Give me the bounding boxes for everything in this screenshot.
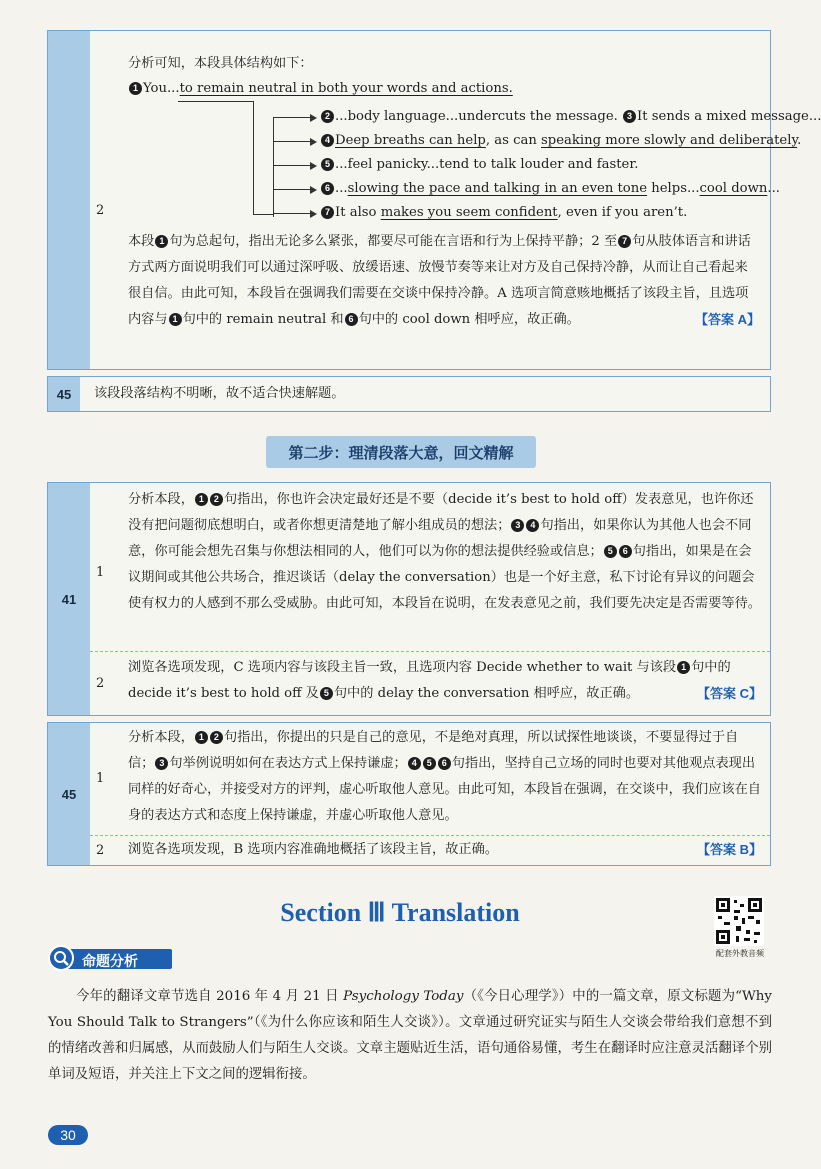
sentence-marker: 7 [618, 235, 631, 248]
arrow-right-icon [310, 210, 317, 218]
branch-text: ... [767, 181, 780, 196]
branch-connector [273, 165, 313, 166]
sub-number: 2 [96, 203, 105, 218]
sentence-marker: 3 [623, 110, 636, 123]
sentence-marker: 4 [321, 134, 334, 147]
sentence-marker: 6 [438, 757, 451, 770]
row-text-span: 浏览各选项发现，B 选项内容准确地概括了该段主旨，故正确。 [128, 842, 498, 857]
sentence-marker: 3 [155, 757, 168, 770]
sentence-marker: 3 [511, 519, 524, 532]
main-prefix: You... [143, 81, 180, 96]
underlined-phrase: speaking more slowly and deliberately [541, 133, 798, 148]
branch-text: It sends a mixed message... [637, 109, 821, 124]
journal-title: Psychology Today [343, 989, 464, 1004]
row-45-box [47, 376, 771, 412]
sentence-marker: 4 [408, 757, 421, 770]
sentence-marker: 1 [155, 235, 168, 248]
analysis-text: 本段 1 句为总起句，指出无论多么紧张，都要尽可能在言语和行为上保持平静；2 至 7 句从肢体语言和讲话方式两方面说明我们可以通过深呼吸、放缓语速、放慢节奏等来让对方及自己保持冷静，从而让自己看起来很自信。由此可知，本段旨在强调我们需要在交谈中保持冷静。A 选项言简意赅地概括了该段主旨，且选项内容与 1 句中的 remain neutral 和 6 句中的 cool down 相呼应，故正确。 【答案 A】 [128, 229, 760, 333]
underlined-phrase: slowing the pace and talking in an even tone [347, 181, 648, 196]
sentence-marker: 7 [321, 206, 334, 219]
answer-label: 【答案 B】 [696, 842, 762, 857]
structure-branch [320, 205, 687, 220]
structure-branch [320, 157, 638, 172]
arrow-right-icon [310, 138, 317, 146]
sentence-marker: 4 [526, 519, 539, 532]
page-number: 30 [48, 1125, 88, 1145]
answer-label: 【答案 A】 [694, 312, 760, 327]
tag-label: 命题分析 [82, 953, 138, 969]
branch-text: , even if you aren’t. [557, 205, 688, 220]
connector-vertical [253, 101, 254, 215]
underlined-phrase: cool down [699, 181, 768, 196]
question-number: 45 [48, 377, 80, 411]
branch-text: , as can [485, 133, 542, 148]
analysis-paragraph [48, 984, 772, 1088]
sentence-marker: 1 [169, 313, 182, 326]
sentence-marker: 6 [345, 313, 358, 326]
sub-number: 2 [96, 843, 105, 858]
sub-number: 1 [96, 565, 105, 580]
branch-connector [273, 213, 313, 214]
sentence-marker: 5 [320, 687, 333, 700]
row-45-text: 该段段落结构不明晰，故不适合快速解题。 [94, 386, 345, 401]
sentence-marker: 1 [129, 82, 142, 95]
arrow-right-icon [310, 186, 317, 194]
magnifier-icon [48, 945, 74, 971]
sentence-marker: 1 [677, 661, 690, 674]
sentence-marker: 6 [321, 182, 334, 195]
question-number: 45 [48, 723, 90, 865]
sentence-marker: 2 [321, 110, 334, 123]
branch-connector [273, 117, 313, 118]
section-title: Section Ⅲ Translation [280, 898, 520, 927]
question-number-column [48, 31, 90, 369]
branch-text: ...feel panicky...tend to talk louder and faster. [335, 157, 639, 172]
underlined-phrase: makes you seem confident [380, 205, 558, 220]
row-divider [90, 651, 770, 652]
sentence-marker: 6 [619, 545, 632, 558]
connector-branch-vertical [273, 117, 274, 217]
sentence-marker: 1 [195, 493, 208, 506]
sub-number: 1 [96, 771, 105, 786]
row-divider [90, 835, 770, 836]
row-text: 分析本段， 1 2 句指出，你也许会决定最好还是不要（decide it’s best to hold off）发表意见，也许你还没有把问题彻底想明白，或者你想更清楚地了解小组成员的想法； 3 4 句指出，如果你认为其他人也会不同意，你可能会想先召集与你想法相同的人，他们可以为你的想法提供经验或信息； 5 6 句指出，如果是在会议期间或其他公共场合，推迟谈话（delay the conversation）也是一个好主意，私下讨论有异议的问题会使有权力的人感到不那么受威胁。由此可知，本段旨在说明，在发表意见之前，我们要先决定是否需要等待。 [128, 492, 761, 611]
analysis-box-45 [47, 722, 771, 866]
connector-top [178, 101, 254, 102]
sentence-marker: 2 [210, 731, 223, 744]
structure-branch [320, 109, 821, 124]
structure-main-sentence [128, 81, 513, 96]
structure-branch [320, 133, 801, 148]
analysis-box-41 [47, 482, 771, 716]
question-number: 41 [48, 483, 90, 715]
paragraph-part: 今年的翻译文章节选自 2016 年 4 月 21 日 [76, 989, 339, 1004]
connector-left [253, 214, 273, 215]
analysis-box-top [47, 30, 821, 370]
row-text: 分析本段， 1 2 句指出，你提出的只是自己的意见，不是绝对真理，所以试探性地谈谈，不要显得过于自信； 3 句举例说明如何在表达方式上保持谦虚； 4 5 6 句指出，坚持自己立场的同时也要对其他观点表现出同样的好奇心，并接受对方的评判，虚心听取他人意见。由此可知，本段旨在强调，在交谈中，我们应该在自身的表达方式和态度上保持谦虚，并虚心听取他人意见。 [128, 730, 761, 823]
sentence-marker: 2 [210, 493, 223, 506]
sentence-marker: 5 [604, 545, 617, 558]
underlined-phrase: Deep breaths can help [335, 133, 486, 148]
sentence-marker: 1 [195, 731, 208, 744]
arrow-right-icon [310, 114, 317, 122]
structure-branch [320, 181, 780, 196]
main-underlined: to remain neutral in both your words and actions. [179, 81, 513, 96]
branch-text: It also [335, 205, 381, 220]
qr-caption: 配套外教音频 [716, 949, 764, 958]
row-text [128, 837, 762, 863]
section-tag [48, 945, 172, 971]
paragraph-part: （《今日心理学》）中的一篇文章，原文标题为“Why You Should Talk to Strangers”（《为什么你应该和陌生人交谈》）。文章通过研究证实与陌生人交谈会带给我们意想不到的情绪改善和归属感，从而鼓励人们与陌生人交谈。文章主题贴近生活，语句通俗易懂，考生在翻译时应注意灵活翻译个别单词及短语，并关注上下文之间的逻辑衔接。 [48, 989, 772, 1082]
qr-code[interactable] [714, 896, 764, 946]
branch-connector [273, 189, 313, 190]
answer-label: 【答案 C】 [696, 686, 762, 701]
row-text: 浏览各选项发现，C 选项内容与该段主旨一致，且选项内容 Decide whether to wait 与该段 1 句中的 decide it’s best to hold off 及 5 句中的 delay the conversation 相呼应，故正确。 【答案 C】 [128, 655, 762, 707]
step-banner: 第二步：理清段落大意，回文精解 [266, 436, 536, 468]
arrow-right-icon [310, 162, 317, 170]
branch-text: ... [335, 181, 348, 196]
sentence-marker: 5 [423, 757, 436, 770]
qr-code-icon [714, 896, 764, 946]
branch-text: helps... [647, 181, 700, 196]
branch-text: ...body language...undercuts the message. [335, 109, 623, 124]
sentence-marker: 5 [321, 158, 334, 171]
branch-text: . [797, 133, 802, 148]
structure-intro: 分析可知，本段具体结构如下： [128, 56, 313, 71]
branch-connector [273, 141, 313, 142]
sub-number: 2 [96, 676, 105, 691]
